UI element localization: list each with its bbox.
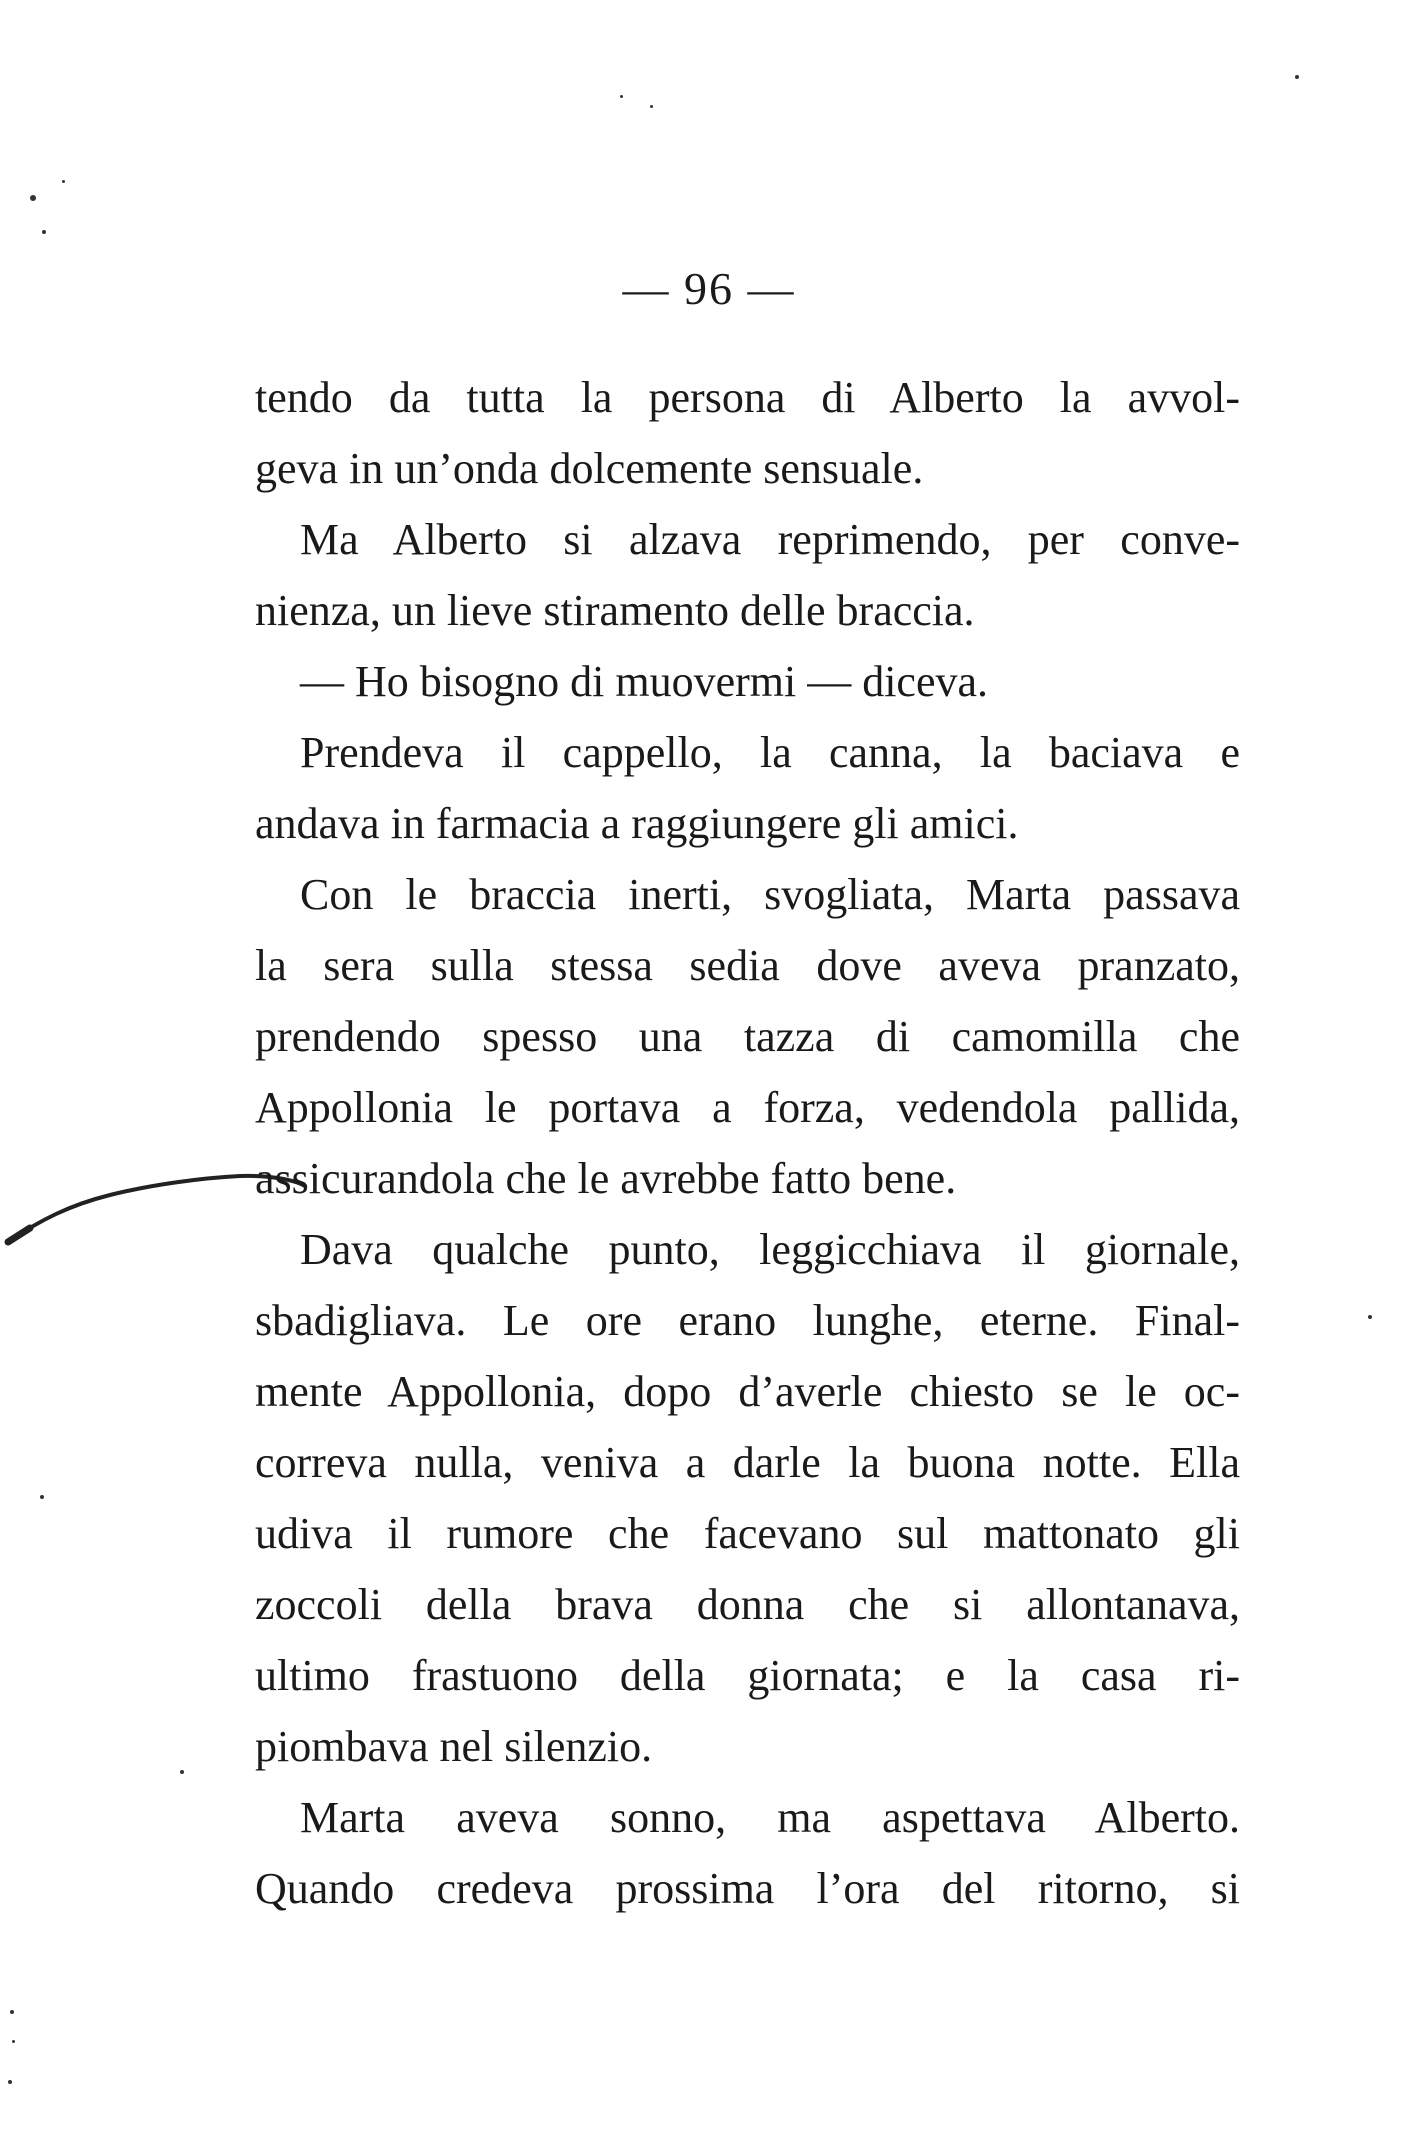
text-line: Quando credeva prossima l’ora del ritorno, si <box>255 1864 1240 1913</box>
text-line: sbadigliava. Le ore erano lunghe, eterne. Final- <box>255 1296 1240 1345</box>
text-line: udiva il rumore che facevano sul mattonato gli <box>255 1509 1240 1558</box>
text-line: Appollonia le portava a forza, vedendola pallida, <box>255 1083 1240 1132</box>
text-line: geva in un’onda dolcemente sensuale. <box>255 444 924 493</box>
scan-speck <box>10 2010 14 2014</box>
text-line: correva nulla, veniva a darle la buona notte. Ella <box>255 1438 1240 1487</box>
scan-speck <box>30 195 36 201</box>
scan-speck <box>8 2080 12 2084</box>
text-line: Con le braccia inerti, svogliata, Marta passava <box>300 870 1240 919</box>
scan-speck <box>62 180 65 183</box>
text-line: nienza, un lieve stiramento delle braccia. <box>255 586 975 635</box>
text-line: tendo da tutta la persona di Alberto la avvol- <box>255 373 1240 422</box>
text-line: — Ho bisogno di muovermi — diceva. <box>300 657 989 706</box>
text-line: prendendo spesso una tazza di camomilla che <box>255 1012 1240 1061</box>
text-line: piombava nel silenzio. <box>255 1722 653 1771</box>
scan-speck <box>1368 1315 1372 1319</box>
text-line: zoccoli della brava donna che si allontanava, <box>255 1580 1240 1629</box>
text-line: andava in farmacia a raggiungere gli amici. <box>255 799 1019 848</box>
body-text <box>255 362 1240 1924</box>
text-line: assicurandola che le avrebbe fatto bene. <box>255 1154 957 1203</box>
scan-speck <box>620 95 623 98</box>
text-line: ultimo frastuono della giornata; e la casa ri- <box>255 1651 1240 1700</box>
text-line: Dava qualche punto, leggicchiava il giornale, <box>300 1225 1240 1274</box>
scan-speck <box>650 105 653 108</box>
text-line: mente Appollonia, dopo d’averle chiesto se le oc- <box>255 1367 1240 1416</box>
text-line: la sera sulla stessa sedia dove aveva pranzato, <box>255 941 1240 990</box>
text-line: Prendeva il cappello, la canna, la baciava e <box>300 728 1240 777</box>
text-line: Marta aveva sonno, ma aspettava Alberto. <box>300 1793 1240 1842</box>
scan-speck <box>42 230 46 234</box>
page-number: — 96 — <box>622 263 796 314</box>
scan-speck <box>180 1770 184 1774</box>
scan-speck <box>40 1495 44 1499</box>
text-line: Ma Alberto si alzava reprimendo, per conve- <box>300 515 1240 564</box>
scan-speck <box>1295 75 1299 79</box>
scan-speck <box>12 2040 15 2043</box>
